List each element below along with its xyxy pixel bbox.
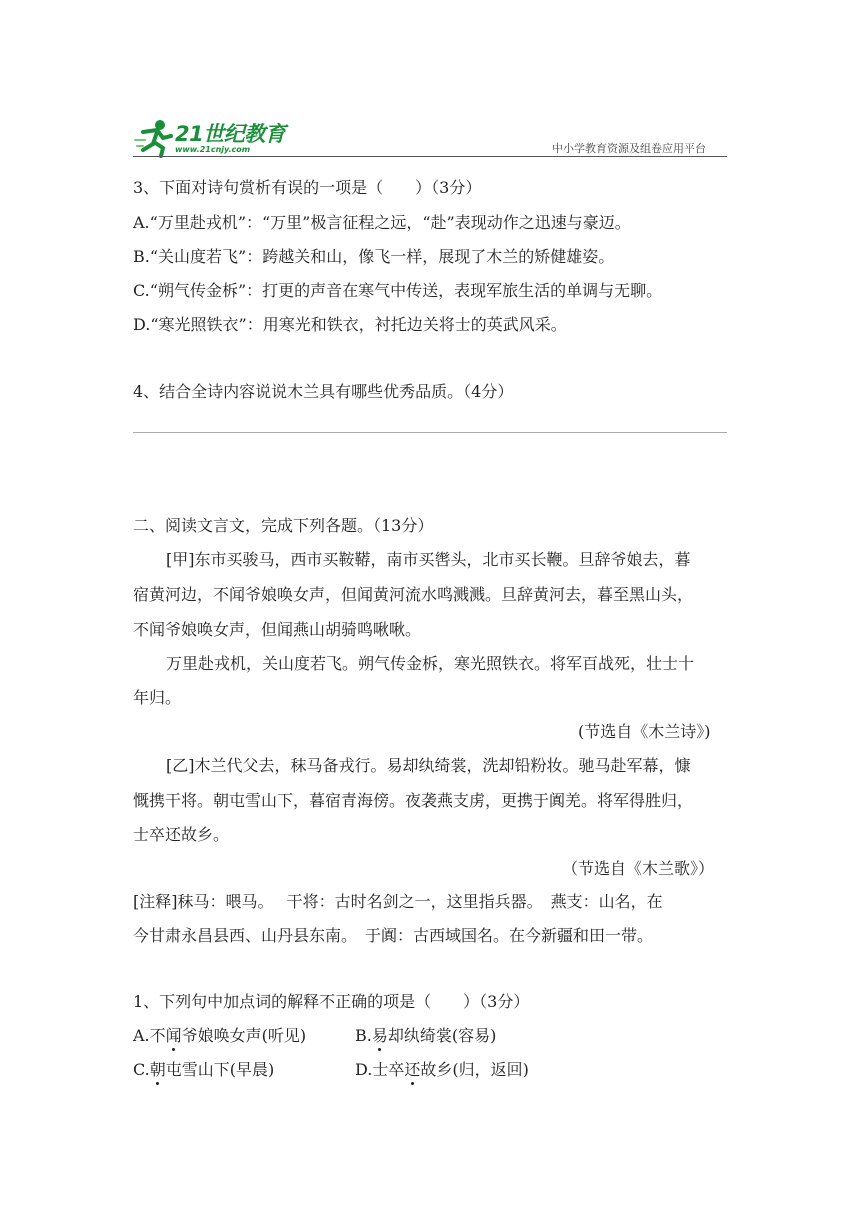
q1-option-a xyxy=(133,1025,306,1047)
passage-jia-line: [甲]东市买骏马，西市买鞍鞯，南市买辔头，北市买长鞭。旦辞爷娘去，暮 xyxy=(166,550,691,569)
header-divider xyxy=(133,156,727,157)
q1-option-c xyxy=(133,1059,274,1081)
passage-jia2-line: 万里赴戎机，关山度若飞。朔气传金柝，寒光照铁衣。将军百战死，壮士十 xyxy=(166,654,695,673)
q1-b-suffix: 却纨绮裳(容易) xyxy=(387,1026,497,1045)
passage-jia-line: 宿黄河边，不闻爷娘唤女声，但闻黄河流水鸣溅溅。旦辞黄河去，暮至黑山头， xyxy=(133,585,694,604)
source-mulan-shi: (节选自《木兰诗》) xyxy=(578,722,711,741)
logo-text: 21世纪教育 xyxy=(175,122,286,146)
q1-option-d xyxy=(355,1059,529,1081)
passage-yi-line: 士卒还故乡。 xyxy=(133,825,230,844)
platform-name: 中小学教育资源及组卷应用平台 xyxy=(552,142,706,155)
passage-yi-line: 慨携干将。朝屯雪山下，暮宿青海傍。夜袭燕支虏，更携于阗羌。将军得胜归， xyxy=(133,791,694,810)
annotation-line: 今甘肃永昌县西、山丹县东南。 于阗：古西域国名。在今新疆和田一带。 xyxy=(133,926,654,945)
q3-stem: 3、下面对诗句赏析有误的一项是（ ）（3分） xyxy=(133,178,482,197)
logo-url: www.21cnjy.com xyxy=(175,145,251,154)
q3-option-c: C.“朔气传金柝”：打更的声音在寒气中传送，表现军旅生活的单调与无聊。 xyxy=(133,281,663,300)
q1-d-suffix: 故乡(归，返回) xyxy=(420,1060,529,1079)
annotation-line: [注释]秣马：喂马。 干将：古时名剑之一，这里指兵器。 燕支：山名，在 xyxy=(133,892,663,911)
source-mulan-ge: （节选自《木兰歌》） xyxy=(562,859,715,878)
passage-jia2-line: 年归。 xyxy=(133,688,182,707)
q1-option-b xyxy=(355,1025,496,1047)
q1-a-suffix: 爷娘唤女声(听见) xyxy=(181,1026,307,1045)
q1-c-suffix: 屯雪山下(早晨) xyxy=(165,1060,275,1079)
q3-option-a: A.“万里赴戎机”：“万里”极言征程之远，“赴”表现动作之迅速与豪迈。 xyxy=(133,213,631,232)
q1-a-dotted-word: 闻 xyxy=(165,1026,182,1045)
q1-stem: 1、下列句中加点词的解释不正确的项是（ ）（3分） xyxy=(133,992,530,1011)
q4-stem: 4、结合全诗内容说说木兰具有哪些优秀品质。（4分） xyxy=(133,382,514,401)
q1-d-prefix: D.士卒 xyxy=(355,1060,405,1079)
passage-jia-line: 不闻爷娘唤女声，但闻燕山胡骑鸣啾啾。 xyxy=(133,620,422,639)
runner-logo-icon xyxy=(133,118,177,158)
q1-c-dotted-word: 朝 xyxy=(149,1060,166,1079)
q3-option-b: B.“关山度若飞”：跨越关和山，像飞一样，展现了木兰的矫健雄姿。 xyxy=(133,247,615,266)
q1-a-prefix: A.不 xyxy=(133,1026,166,1045)
q1-b-prefix: B. xyxy=(355,1026,372,1045)
passage-yi-line: [乙]木兰代父去，秣马备戎行。易却纨绮裳，洗却铅粉妆。驰马赴军幕，慷 xyxy=(166,756,691,775)
section2-title: 二、阅读文言文，完成下列各题。（13分） xyxy=(133,516,434,535)
q1-b-dotted-word: 易 xyxy=(371,1026,388,1045)
q3-option-d: D.“寒光照铁衣”：用寒光和铁衣，衬托边关将士的英武风采。 xyxy=(133,315,567,334)
q1-d-dotted-word: 还 xyxy=(404,1060,421,1079)
q1-c-prefix: C. xyxy=(133,1060,150,1079)
answer-line xyxy=(133,432,727,433)
